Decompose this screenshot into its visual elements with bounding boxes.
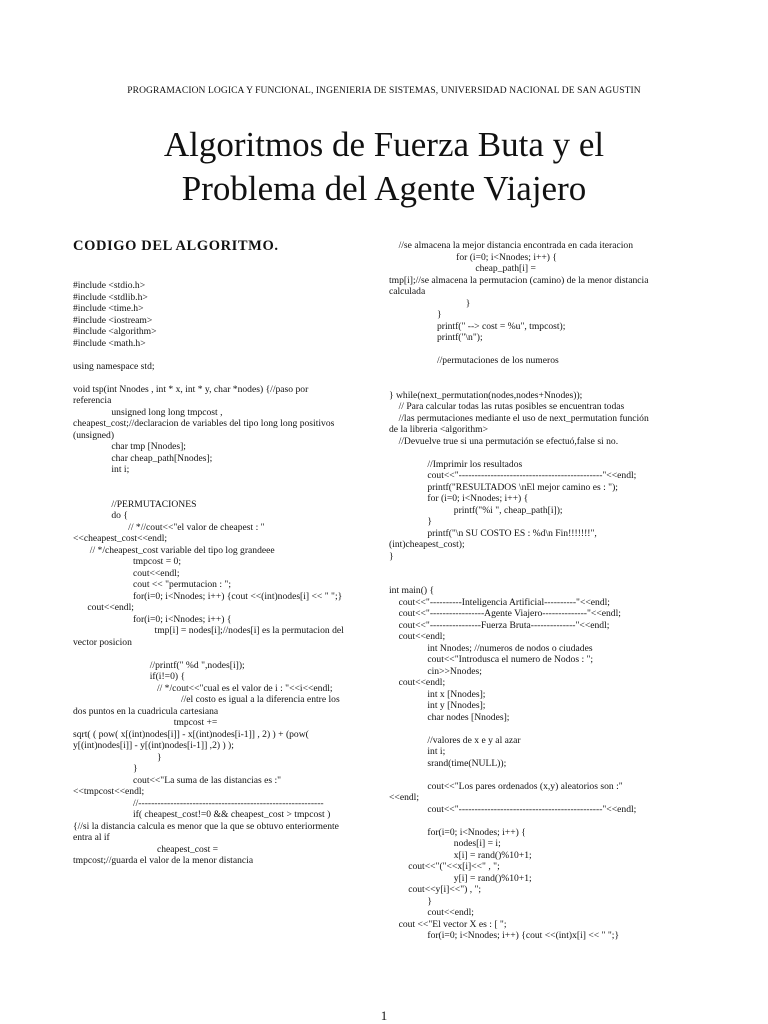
section-heading: CODIGO DEL ALGORITMO. [73, 238, 279, 254]
code-line: int x [Nnodes]; [389, 688, 486, 700]
code-line [389, 574, 651, 586]
code-line: cout<<"Introdusca el numero de Nodos : "; [389, 654, 594, 665]
code-line: tmpcost;//guarda el valor de la menor distancia [73, 855, 254, 866]
code-line: #include <time.h> [73, 303, 144, 314]
code-line: #include <stdlib.h> [73, 291, 148, 303]
code-line: //se almacena la mejor distancia encontrada en cada iteracion [389, 240, 633, 251]
code-line: for (i=0; i<Nnodes; i++) { [389, 251, 558, 263]
code-line: for (i=0; i<Nnodes; i++) { [389, 493, 529, 504]
code-line: y[i] = rand()%10+1; [389, 872, 532, 884]
code-line: tmpcost = 0; [73, 556, 182, 567]
code-line: printf("\n SU COSTO ES : %d\n Fin!!!!!!!", (int)cheapest_cost); [389, 527, 600, 550]
code-line: //Imprimir los resultados [389, 458, 523, 470]
code-line: #include <algorithm> [73, 326, 157, 337]
code-line: printf(" --> cost = %u", tmpcost); [389, 320, 566, 332]
code-line: #include <stdio.h> [73, 280, 146, 291]
code-line [389, 378, 651, 390]
code-line [389, 769, 651, 781]
code-line: cout<<"---------------------------------------------"<<endl; [389, 470, 637, 481]
code-line: cheap_path[i] = [389, 263, 536, 274]
code-line: char cheap_path[Nnodes]; [73, 452, 213, 464]
code-line: // *//cout<<"el valor de cheapest : "<<cheapest_cost<<endl; [73, 521, 265, 544]
code-line: cheapest_cost;//declaracion de variables del tipo long long positivos (unsigned) [73, 418, 337, 441]
code-line [73, 372, 345, 384]
code-line: // Para calcular todas las rutas posibles se encuentran todas [389, 401, 625, 412]
code-line: cout<<endl; [389, 907, 474, 918]
code-line: cout << "permutacion : "; [73, 579, 232, 590]
code-line: // */cheapest_cost variable del tipo log grandeee [73, 544, 275, 556]
code-line: x[i] = rand()%10+1; [389, 849, 532, 861]
document-title [0, 123, 768, 211]
code-line: cout<<"-----------------Agente Viajero--------------"<<endl; [389, 608, 621, 619]
code-line: //permutaciones de los numeros [389, 355, 559, 366]
code-line: for(i=0; i<Nnodes; i++) {cout <<(int)x[i] << " ";} [389, 930, 620, 941]
code-line: // */cout<<"cual es el valor de i : "<<i<<endl; [73, 682, 333, 694]
code-line: cout <<"El vector X es : [ "; [389, 918, 507, 930]
title-line-1: Algoritmos de Fuerza Buta y el [163, 125, 605, 164]
code-line: char tmp [Nnodes]; [73, 441, 186, 452]
code-line: tmp[i] = nodes[i];//nodes[i] es la permutacion del vector posicion [73, 625, 347, 648]
code-line: char nodes [Nnodes]; [389, 711, 510, 723]
running-header: PROGRAMACION LOGICA Y FUNCIONAL, INGENIERIA DE SISTEMAS, UNIVERSIDAD NACIONAL DE SAN AGUSTIN [127, 86, 641, 96]
code-line: for(i=0; i<Nnodes; i++) { [389, 826, 526, 838]
code-line: printf("\n"); [389, 332, 483, 343]
code-line: //valores de x e y al azar [389, 734, 521, 746]
code-line: srand(time(NULL)); [389, 757, 507, 769]
code-line [73, 648, 345, 660]
code-line: int i; [389, 746, 446, 757]
code-line: for(i=0; i<Nnodes; i++) {cout <<(int)nodes[i] << " ";} [73, 590, 343, 602]
code-line: void tsp(int Nnodes , int * x, int * y, char *nodes) {//paso por referencia [73, 383, 311, 406]
code-line: } [73, 751, 162, 763]
code-line: sqrt( ( pow( x[(int)nodes[i]] - x[(int)nodes[i-1]] , 2) ) + (pow( y[(int)nodes[i]] - y[(int)nodes[i-1]] ,2) ) ); [73, 728, 312, 751]
code-line: } [389, 516, 432, 527]
code-line: tmp[i];//se almacena la permutacion (camino) de la menor distancia calculada [389, 274, 651, 297]
code-line: int i; [73, 464, 130, 475]
code-line [73, 487, 345, 499]
code-line [389, 562, 651, 574]
code-line: cout<<"----------------Fuerza Bruta--------------"<<endl; [389, 619, 610, 631]
code-line [73, 349, 345, 361]
code-line: cout<<"La suma de las distancias es :"<<tmpcost<<endl; [73, 774, 282, 797]
code-line: int main() { [389, 585, 435, 596]
code-line: } [389, 309, 442, 320]
code-line: do { [73, 510, 128, 521]
code-line [389, 344, 651, 356]
code-line: int Nnodes; //numeros de nodos o ciudades [389, 642, 593, 654]
code-line: for(i=0; i<Nnodes; i++) { [73, 613, 232, 625]
code-line: cout<<endl; [389, 631, 446, 642]
code-line: int y [Nnodes]; [389, 700, 486, 711]
code-line: } while(next_permutation(nodes,nodes+Nnodes)); [389, 389, 583, 401]
code-line: unsigned long long tmpcost , [73, 406, 223, 418]
code-line [389, 815, 651, 827]
title-line-2: Problema del Agente Viajero [181, 169, 587, 208]
code-line: nodes[i] = i; [389, 838, 501, 849]
code-line: //las permutaciones mediante el uso de next_permutation función de la libreria <algorithm> [389, 412, 652, 435]
code-line: cout<<endl; [73, 602, 134, 613]
code-line: printf("RESULTADOS \nEl mejor camino es : "); [389, 481, 618, 493]
code-line: cout<<y[i]<<") , "; [389, 884, 482, 895]
code-line: tmpcost += [73, 717, 218, 728]
code-line: cout<<"Los pares ordenados (x,y) aleatorios son :"<<endl; [389, 780, 623, 803]
code-line: cin>>Nnodes; [389, 665, 482, 677]
code-line: //PERMUTACIONES [73, 498, 197, 510]
code-line: } [389, 895, 432, 907]
code-line: //---------------------------------------------------------- [73, 797, 324, 809]
code-column-right [389, 240, 651, 942]
code-line: #include <math.h> [73, 337, 146, 349]
code-line: } [389, 550, 394, 562]
code-line [389, 447, 651, 459]
code-line: cheapest_cost = [73, 843, 219, 855]
code-line: cout<<"---------------------------------------------"<<endl; [389, 803, 637, 815]
code-line: #include <iostream> [73, 314, 153, 326]
code-line [389, 367, 651, 379]
code-line: if( cheapest_cost!=0 && cheapest_cost > tmpcost ) {//si la distancia calcula es menor que la que se obtuvo enteriormente entra al if [73, 809, 342, 843]
code-line: cout<<"----------Inteligencia Artificial----------"<<endl; [389, 596, 610, 608]
code-line: } [389, 297, 471, 309]
code-line: //printf(" %d ",nodes[i]); [73, 659, 245, 671]
code-line: } [73, 763, 138, 774]
code-line: //el costo es igual a la diferencia entre los dos puntos en la cuadricula cartesiana [73, 694, 343, 717]
code-line: printf("%i ", cheap_path[i]); [389, 504, 563, 516]
page-number: 1 [380, 1008, 388, 1023]
code-column-left [73, 280, 345, 867]
code-line: cout<<endl; [73, 567, 180, 579]
code-line: cout<<"("<<x[i]<<" , "; [389, 861, 500, 872]
code-line [389, 723, 651, 735]
code-line [73, 476, 345, 488]
code-line: if(i!=0) { [73, 671, 186, 682]
code-line: cout<<endl; [389, 677, 446, 688]
code-line: using namespace std; [73, 360, 155, 372]
code-line: //Devuelve true si una permutación se efectuó,false si no. [389, 435, 619, 447]
